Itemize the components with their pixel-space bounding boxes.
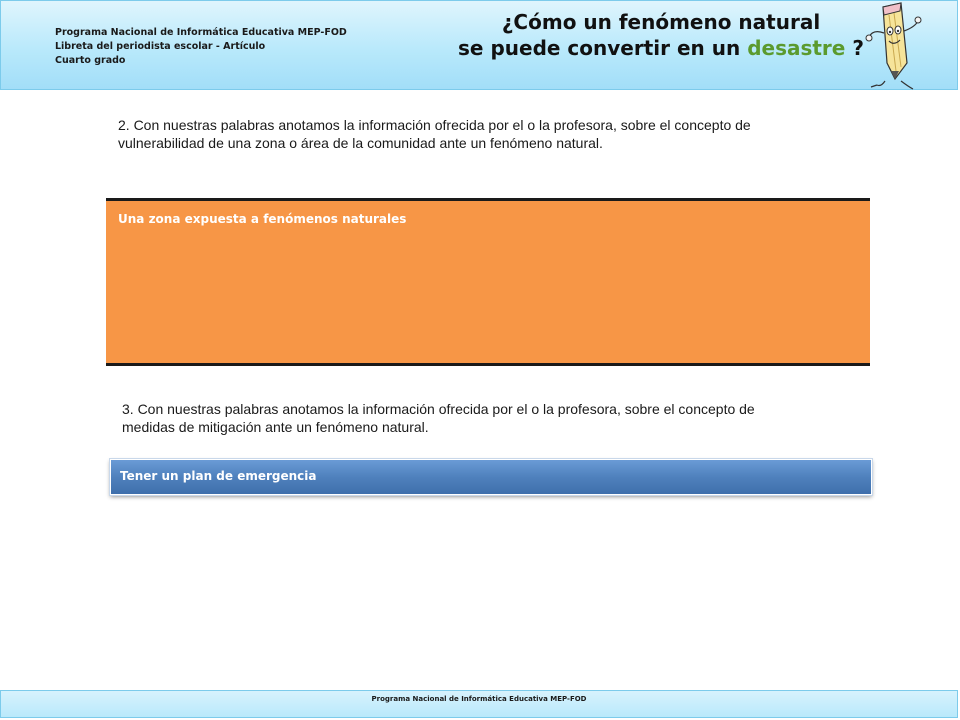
answer-box-vulnerability [106,198,870,366]
question-2-text: 2. Con nuestras palabras anotamos la información ofrecida por el o la profesora, sobre el concepto de vulnerabilidad de una zona o área de la comunidad ante un fenómeno natural. [118,117,751,151]
program-name: Programa Nacional de Informática Educativa MEP-FOD [55,27,347,38]
footer-banner [0,690,958,718]
footer-text: Programa Nacional de Informática Educativa MEP-FOD [371,695,587,703]
header-info [55,26,347,68]
pencil-mascot-icon [863,1,925,93]
answer-box-mitigation-text: Tener un plan de emergencia [120,469,317,483]
title-highlight-word: desastre [747,36,846,60]
notebook-name: Libreta del periodista escolar - Artículo [55,41,266,52]
title-line-2-text: se puede convertir en un [458,36,741,60]
answer-box-vulnerability-text: Una zona expuesta a fenómenos naturales [118,212,407,226]
title-line-2 [441,35,881,61]
answer-box-mitigation [110,459,872,495]
question-3-text: 3. Con nuestras palabras anotamos la información ofrecida por el o la profesora, sobre el concepto de medidas de mitigación ante un fenómeno natural. [122,401,755,435]
page-title [441,9,881,61]
title-question-mark: ? [852,36,864,60]
grade-label: Cuarto grado [55,55,126,66]
header-banner [0,0,958,90]
title-line-1: ¿Cómo un fenómeno natural [501,10,821,34]
